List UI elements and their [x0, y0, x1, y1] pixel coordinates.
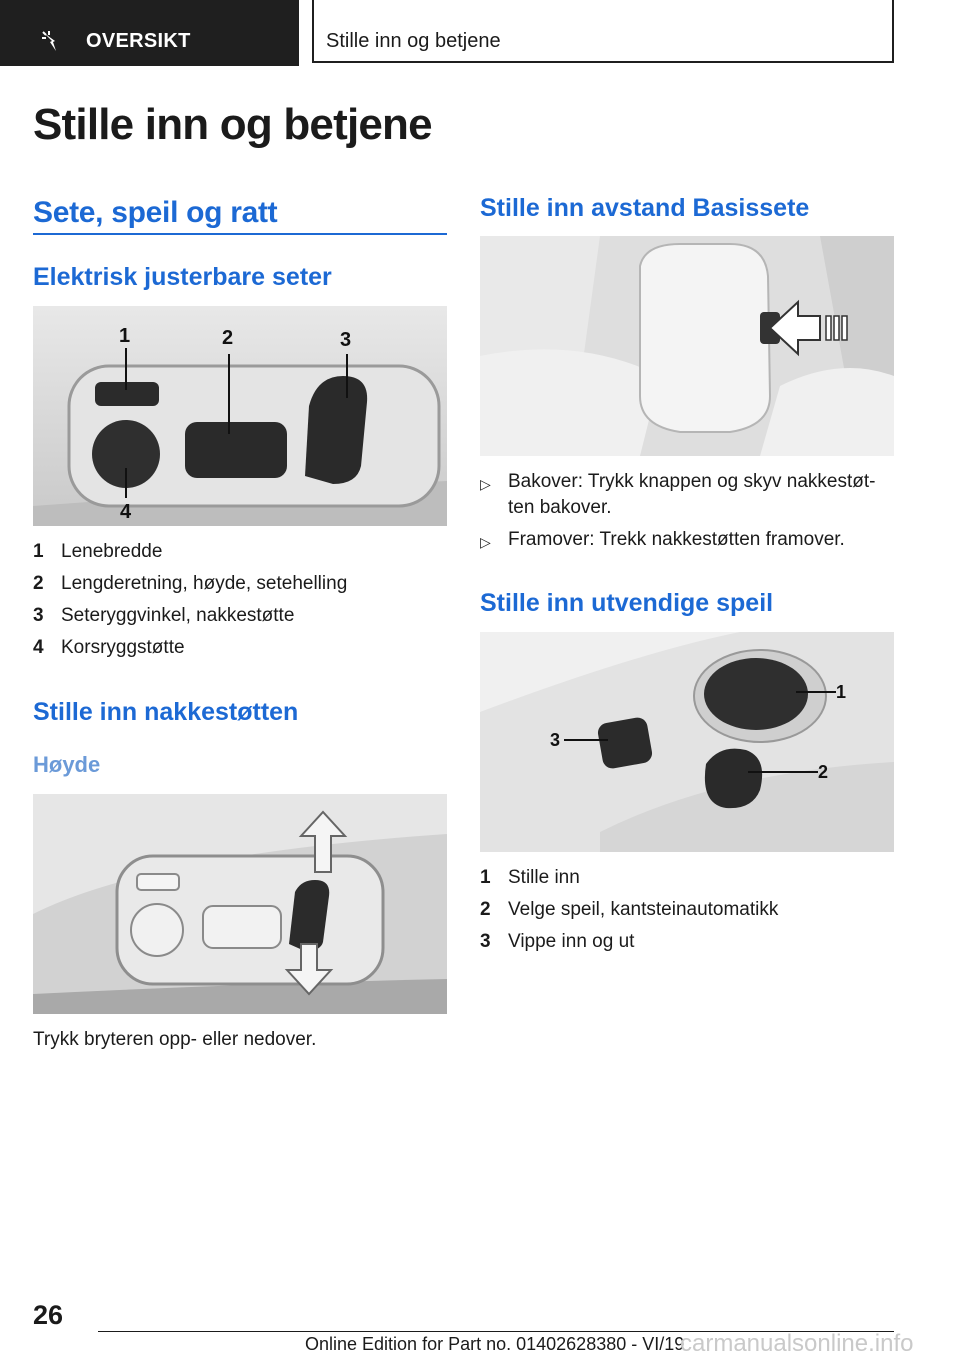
list-item: [480, 867, 894, 899]
bullet-text: Bakover: Trykk knappen og skyv nakkestøt-ten bakover.: [508, 471, 876, 518]
list-item-text: Lenebredde: [61, 541, 163, 562]
list-item-number: 3: [33, 605, 44, 626]
seat-list: [33, 541, 447, 669]
seat-callout-4: 4: [120, 501, 132, 523]
list-item-text: Vippe inn og ut: [508, 931, 635, 952]
footer-edition: Online Edition for Part no. 01402628380 - VI/19: [305, 1334, 685, 1354]
mirror-heading: Stille inn utvendige speil: [480, 589, 774, 617]
list-item-text: Velge speil, kantsteinautomatikk: [508, 899, 779, 920]
triangle-bullet-icon: ▷: [480, 534, 491, 550]
basisseat-heading: Stille inn avstand Basissete: [480, 194, 810, 222]
list-item-number: 4: [33, 637, 44, 658]
list-item-text: Lengderetning, høyde, setehelling: [61, 573, 348, 594]
list-item: [33, 637, 447, 669]
mirror-callout-1: 1: [836, 682, 847, 702]
tab-overview-label: OVERSIKT: [86, 30, 191, 52]
tab-section[interactable]: [312, 0, 894, 63]
list-item: [33, 541, 447, 573]
mirror-callout-3: 3: [550, 730, 561, 750]
list-item: [480, 899, 894, 931]
page-header: [0, 0, 960, 66]
list-item: [480, 931, 894, 963]
headrest-height-image: [33, 794, 447, 1014]
list-item-number: 1: [480, 867, 491, 888]
list-item: [33, 605, 447, 637]
list-item-text: Stille inn: [508, 867, 580, 888]
list-item-text: Seteryggvinkel, nakkestøtte: [61, 605, 295, 626]
seat-callout-2: 2: [222, 327, 234, 349]
headrest-heading: Stille inn nakkestøtten: [33, 698, 299, 726]
page-title: Stille inn og betjene: [33, 100, 432, 149]
section-rule: [33, 233, 447, 235]
mirror-controls-image: [480, 632, 894, 852]
list-item-number: 1: [33, 541, 44, 562]
list-item-text: Korsryggstøtte: [61, 637, 185, 658]
mirror-callout-2: 2: [818, 762, 829, 782]
height-heading: Høyde: [33, 752, 101, 777]
tab-section-label: Stille inn og betjene: [326, 30, 501, 52]
page-number: 26: [33, 1300, 64, 1330]
bullet-text: Framover: Trekk nakkestøtten framover.: [508, 529, 845, 550]
subsection-heading: Elektrisk justerbare seter: [33, 263, 332, 291]
triangle-bullet-icon: ▷: [480, 476, 491, 492]
height-caption: Trykk bryteren opp- eller nedover.: [33, 1029, 317, 1050]
headrest-distance-image: [480, 236, 894, 456]
tab-overview[interactable]: [0, 0, 299, 66]
section-heading: Sete, speil og ratt: [33, 196, 278, 229]
watermark: carmanualsonline.info: [680, 1330, 914, 1357]
list-item-number: 2: [480, 899, 491, 920]
bullet-item: [480, 469, 894, 521]
bullet-item: [480, 527, 894, 553]
mirror-list: [480, 867, 894, 963]
seat-callout-1: 1: [119, 325, 131, 347]
basisseat-bullets: [480, 469, 894, 559]
seat-callout-3: 3: [340, 329, 352, 351]
star-burst-icon: [40, 29, 66, 55]
list-item: [33, 573, 447, 605]
seat-controls-image: [33, 306, 447, 526]
list-item-number: 3: [480, 931, 491, 952]
list-item-number: 2: [33, 573, 44, 594]
